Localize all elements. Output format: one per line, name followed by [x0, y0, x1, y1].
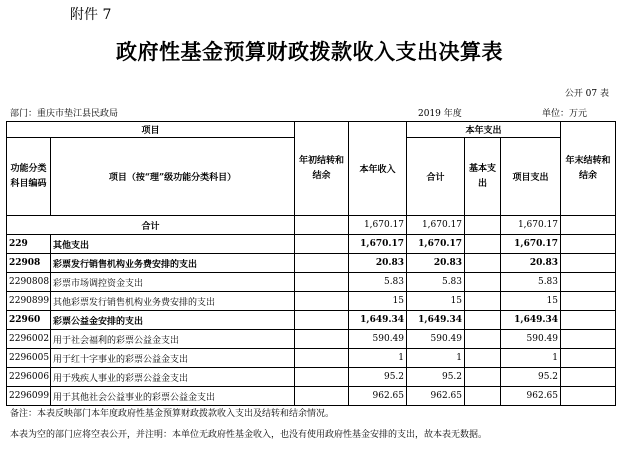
total-project: 1,670.17 [501, 216, 561, 235]
row-project: 1 [501, 349, 561, 368]
row-name: 用于红十字事业的彩票公益金支出 [51, 349, 295, 368]
row-income: 20.83 [349, 254, 407, 273]
row-basic [465, 254, 501, 273]
row-code: 2296099 [7, 387, 51, 406]
row-closing [561, 235, 616, 254]
row-opening [295, 235, 349, 254]
row-expense: 1 [407, 349, 465, 368]
row-code: 2296005 [7, 349, 51, 368]
header-project: 项目支出 [501, 138, 561, 216]
row-income: 1,670.17 [349, 235, 407, 254]
row-project: 20.83 [501, 254, 561, 273]
row-code: 2290808 [7, 273, 51, 292]
row-project: 590.49 [501, 330, 561, 349]
table-row [7, 387, 616, 406]
header-item-group: 项目 [7, 122, 295, 138]
row-income: 590.49 [349, 330, 407, 349]
row-closing [561, 349, 616, 368]
row-name: 彩票公益金安排的支出 [51, 311, 295, 330]
row-closing [561, 254, 616, 273]
row-project: 95.2 [501, 368, 561, 387]
row-basic [465, 368, 501, 387]
page-title: 政府性基金预算财政拨款收入支出决算表 [116, 39, 503, 64]
row-income: 95.2 [349, 368, 407, 387]
row-expense: 962.65 [407, 387, 465, 406]
row-closing [561, 387, 616, 406]
header-name: 项目（按“理”级功能分类科目） [51, 138, 295, 216]
header-basic: 基本支出 [465, 138, 501, 216]
table-row [7, 368, 616, 387]
header-expense-group: 本年支出 [407, 122, 561, 138]
row-expense: 590.49 [407, 330, 465, 349]
total-income: 1,670.17 [349, 216, 407, 235]
year-label: 2019 年度 [418, 109, 462, 119]
row-closing [561, 368, 616, 387]
row-code: 229 [7, 235, 51, 254]
row-name: 彩票市场调控资金支出 [51, 273, 295, 292]
header-row-1 [7, 122, 616, 138]
row-expense: 1,670.17 [407, 235, 465, 254]
row-code: 2290899 [7, 292, 51, 311]
table-row [7, 254, 616, 273]
row-name: 用于其他社会公益事业的彩票公益金支出 [51, 387, 295, 406]
total-row [7, 216, 616, 235]
row-closing [561, 273, 616, 292]
header-code: 功能分类科目编码 [7, 138, 51, 216]
row-opening [295, 368, 349, 387]
row-opening [295, 387, 349, 406]
row-basic [465, 330, 501, 349]
row-expense: 15 [407, 292, 465, 311]
header-closing-balance: 年末结转和结余 [561, 122, 616, 216]
row-expense: 1,649.34 [407, 311, 465, 330]
note-line-2: 本表为空的部门应将空表公开，并注明：本单位无政府性基金收入，也没有使用政府性基金安排的支出，故本表无数据。 [10, 430, 488, 440]
table-row [7, 349, 616, 368]
row-name: 其他彩票发行销售机构业务费安排的支出 [51, 292, 295, 311]
total-opening [295, 216, 349, 235]
row-expense: 5.83 [407, 273, 465, 292]
row-basic [465, 273, 501, 292]
row-basic [465, 387, 501, 406]
row-income: 5.83 [349, 273, 407, 292]
row-project: 15 [501, 292, 561, 311]
row-basic [465, 292, 501, 311]
department-label: 部门：重庆市垫江县民政局 [10, 109, 119, 119]
row-basic [465, 349, 501, 368]
header-income: 本年收入 [349, 122, 407, 216]
row-income: 1,649.34 [349, 311, 407, 330]
header-total: 合计 [407, 138, 465, 216]
row-name: 其他支出 [51, 235, 295, 254]
row-expense: 95.2 [407, 368, 465, 387]
total-label: 合计 [7, 216, 295, 235]
row-project: 5.83 [501, 273, 561, 292]
row-project: 1,649.34 [501, 311, 561, 330]
table-row [7, 311, 616, 330]
row-opening [295, 254, 349, 273]
unit-label: 单位：万元 [542, 109, 588, 119]
row-code: 2296006 [7, 368, 51, 387]
row-code: 2296002 [7, 330, 51, 349]
row-income: 15 [349, 292, 407, 311]
table-row [7, 273, 616, 292]
row-opening [295, 311, 349, 330]
row-income: 1 [349, 349, 407, 368]
note-line-1: 备注：本表反映部门本年度政府性基金预算财政拨款收入支出及结转和结余情况。 [10, 409, 335, 419]
form-number: 公开 07 表 [564, 89, 609, 99]
row-code: 22960 [7, 311, 51, 330]
row-basic [465, 235, 501, 254]
table-row [7, 235, 616, 254]
row-name: 用于社会福利的彩票公益金支出 [51, 330, 295, 349]
row-name: 用于残疾人事业的彩票公益金支出 [51, 368, 295, 387]
row-income: 962.65 [349, 387, 407, 406]
row-code: 22908 [7, 254, 51, 273]
row-opening [295, 273, 349, 292]
total-closing [561, 216, 616, 235]
row-basic [465, 311, 501, 330]
budget-table [6, 121, 616, 406]
attachment-label: 附件 7 [70, 7, 112, 23]
row-closing [561, 330, 616, 349]
row-opening [295, 292, 349, 311]
row-closing [561, 292, 616, 311]
row-closing [561, 311, 616, 330]
row-project: 962.65 [501, 387, 561, 406]
total-basic [465, 216, 501, 235]
row-name: 彩票发行销售机构业务费安排的支出 [51, 254, 295, 273]
row-opening [295, 330, 349, 349]
row-opening [295, 349, 349, 368]
total-expense: 1,670.17 [407, 216, 465, 235]
row-project: 1,670.17 [501, 235, 561, 254]
header-opening-balance: 年初结转和结余 [295, 122, 349, 216]
table-row [7, 330, 616, 349]
row-expense: 20.83 [407, 254, 465, 273]
table-row [7, 292, 616, 311]
